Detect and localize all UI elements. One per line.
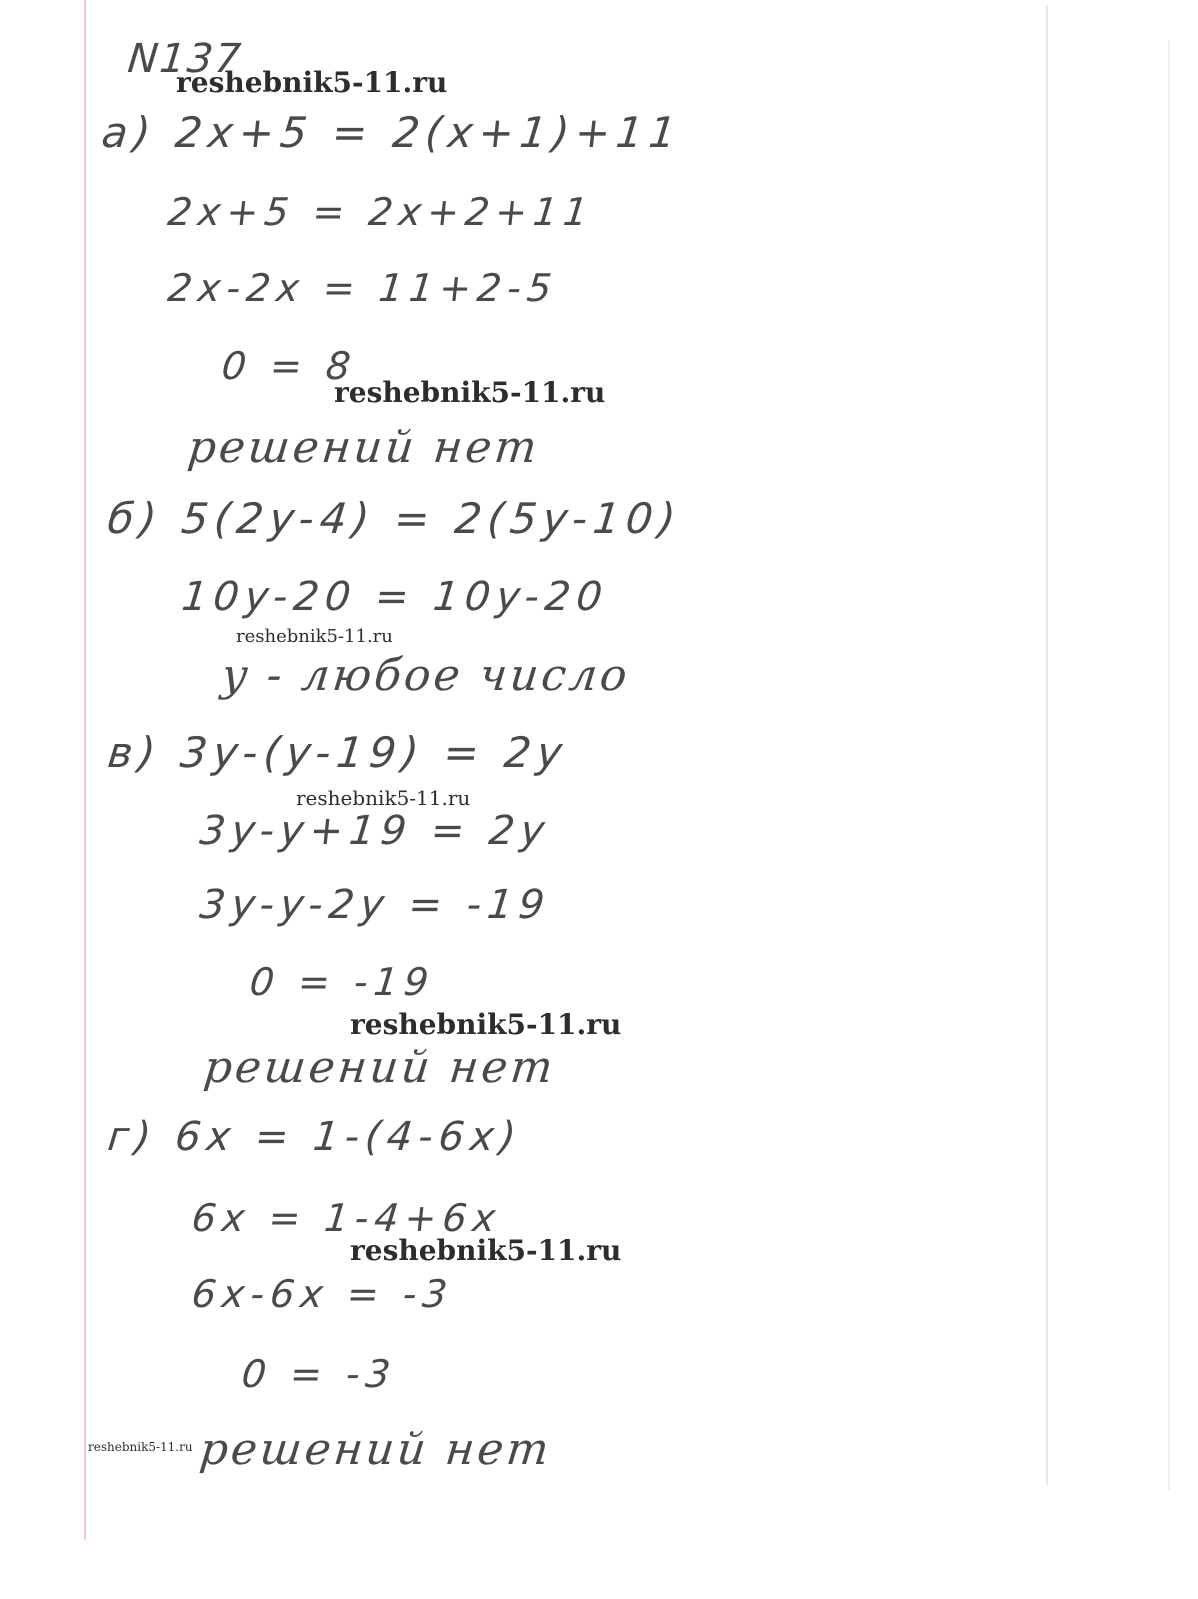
- watermark: reshebnik5-11.ru: [176, 66, 448, 99]
- watermark: reshebnik5-11.ru: [334, 376, 606, 409]
- solution-line-c-4: 0 = -19: [247, 960, 437, 1004]
- solution-line-c-2: 3y-y+19 = 2y: [197, 808, 553, 854]
- solution-line-d-1: г) 6x = 1-(4-6x): [105, 1114, 524, 1160]
- watermark: reshebnik5-11.ru: [350, 1234, 622, 1267]
- solution-line-a-2: 2x+5 = 2x+2+11: [165, 190, 596, 234]
- solution-line-a-1: а) 2x+5 = 2(x+1)+11: [99, 108, 685, 157]
- solution-line-c-3: 3y-y-2y = -19: [197, 882, 553, 928]
- solution-line-c-1: в) 3y-(y-19) = 2y: [105, 728, 571, 777]
- solution-line-b-1: б) 5(2y-4) = 2(5y-10): [105, 494, 684, 543]
- watermark: reshebnik5-11.ru: [88, 1440, 193, 1454]
- solution-line-a-3: 2x-2x = 11+2-5: [165, 266, 560, 310]
- solution-line-d-4: 0 = -3: [239, 1352, 399, 1396]
- solution-line-b-2: 10y-20 = 10y-20: [179, 574, 611, 620]
- solution-line-d-3: 6x-6x = -3: [189, 1272, 456, 1316]
- solution-line-d-5: решений нет: [197, 1424, 554, 1475]
- margin-line: [84, 0, 86, 1540]
- solution-line-a-4: 0 = 8: [219, 344, 359, 388]
- watermark: reshebnik5-11.ru: [296, 786, 471, 810]
- solution-line-d-2: 6x = 1-4+6x: [189, 1196, 504, 1240]
- page-edge-line: [1046, 5, 1048, 1485]
- problem-number: N137: [125, 36, 245, 82]
- solution-line-c-5: решений нет: [201, 1042, 558, 1093]
- watermark: reshebnik5-11.ru: [350, 1008, 622, 1041]
- solution-line-a-5: решений нет: [185, 422, 542, 473]
- watermark: reshebnik5-11.ru: [236, 626, 393, 647]
- page-edge-line-faint: [1168, 40, 1170, 1490]
- solution-line-b-3: y - любое число: [219, 650, 633, 701]
